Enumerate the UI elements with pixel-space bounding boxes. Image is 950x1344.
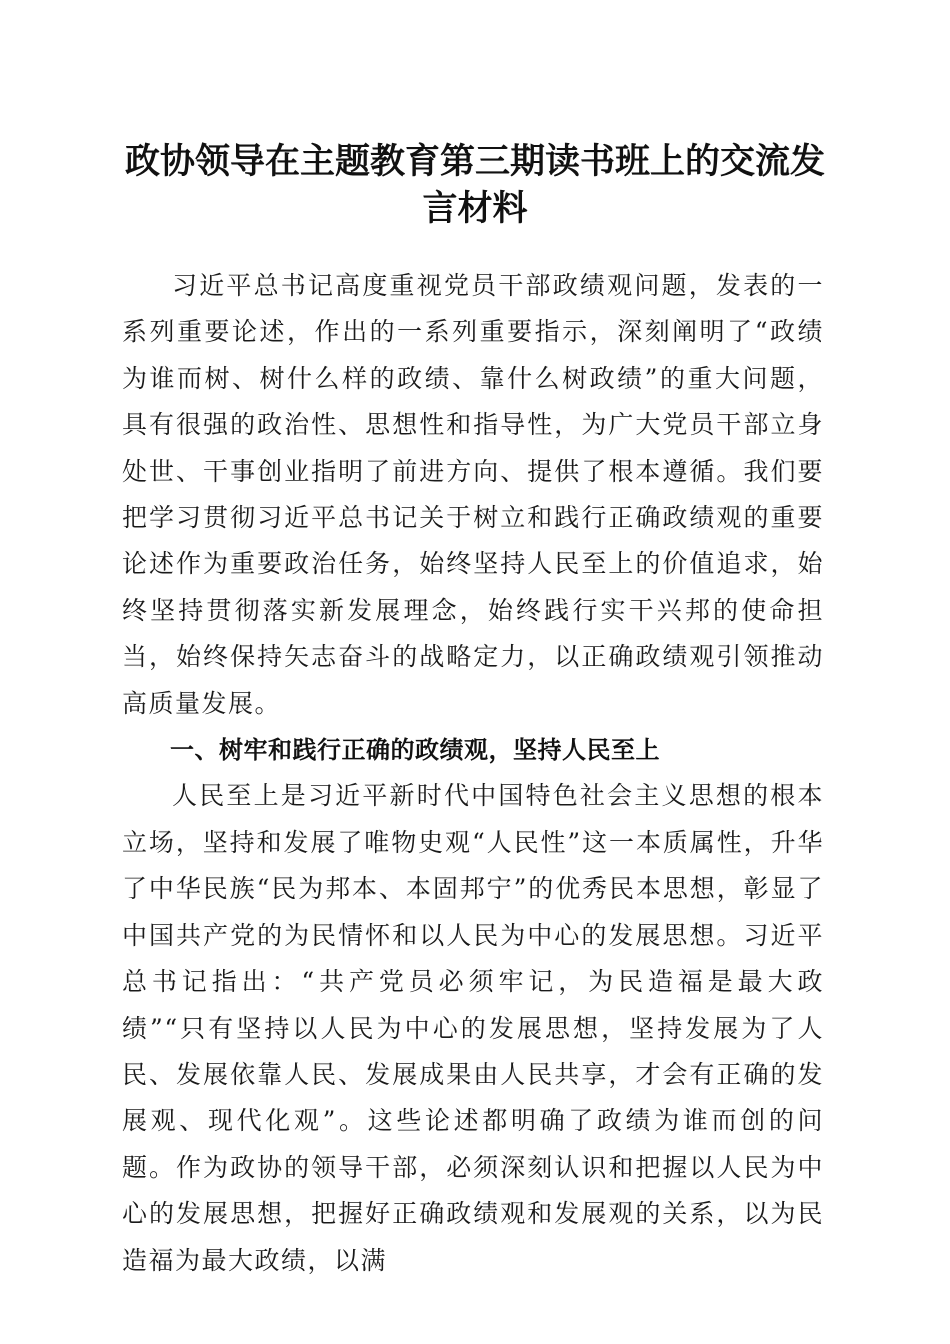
document-body [122, 263, 824, 1284]
intro-paragraph: 习近平总书记高度重视党员干部政绩观问题，发表的一系列重要论述，作出的一系列重要指示，深刻阐明了“政绩为谁而树、树什么样的政绩、靠什么树政绩”的重大问题，具有很强的政治性、思想性和指导性，为广大党员干部立身处世、干事创业指明了前进方向、提供了根本遵循。我们要把学习贯彻习近平总书记关于树立和践行正确政绩观的重要论述作为重要政治任务，始终坚持人民至上的价值追求，始终坚持贯彻落实新发展理念，始终践行实干兴邦的使命担当，始终保持矢志奋斗的战略定力，以正确政绩观引领推动高质量发展。 [122, 271, 824, 718]
document-title: 政协领导在主题教育第三期读书班上的交流发言材料 [124, 141, 825, 229]
section-heading-1: 一、树牢和践行正确的政绩观，坚持人民至上 [170, 736, 660, 765]
section-1-paragraph: 人民至上是习近平新时代中国特色社会主义思想的根本立场，坚持和发展了唯物史观“人民性”这一本质属性，升华了中华民族“民为邦本、本固邦宁”的优秀民本思想，彰显了中国共产党的为民情怀和以人民为中心的发展思想。习近平总书记指出：“共产党员必须牢记，为民造福是最大政绩”“只有坚持以人民为中心的发展思想，坚持发展为了人民、发展依靠人民、发展成果由人民共享，才会有正确的发展观、现代化观”。这些论述都明确了政绩为谁而创的问题。作为政协的领导干部，必须深刻认识和把握以人民为中心的发展思想，把握好正确政绩观和发展观的关系，以为民造福为最大政绩，以满 [122, 781, 824, 1275]
